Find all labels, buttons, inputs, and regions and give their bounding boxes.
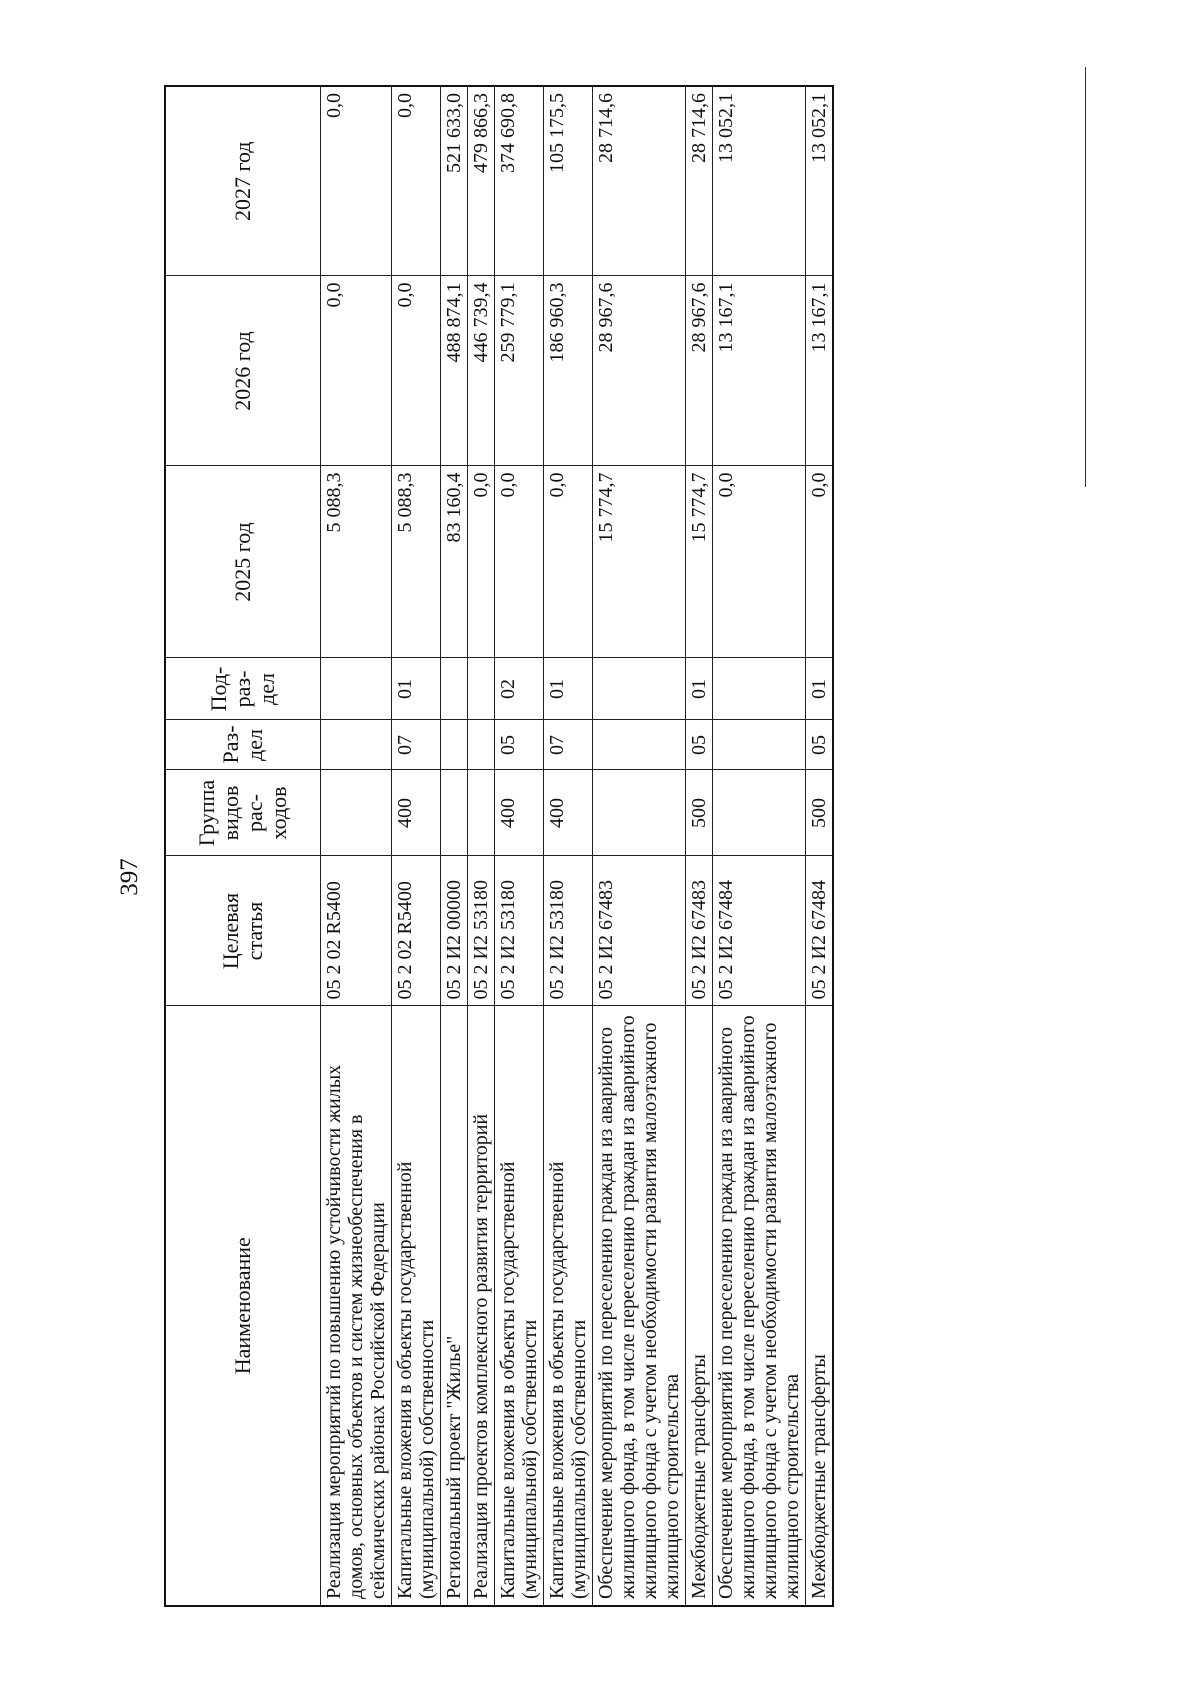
cell-expense-group: 400	[544, 770, 593, 856]
cell-section	[321, 720, 392, 770]
cell-section: 07	[544, 720, 593, 770]
cell-name: Региональный проект "Жилье"	[441, 1006, 468, 1606]
cell-year-2025: 5 088,3	[321, 466, 392, 658]
cell-name: Обеспечение мероприятий по переселению граждан из аварийного жилищного фонда, в том числе переселению граждан из аварийного жилищного фонда с учетом необходимости развития малоэтажного жилищного строительства	[713, 1006, 806, 1606]
cell-subsection	[321, 658, 392, 720]
cell-subsection	[593, 658, 686, 720]
cell-target-article: 05 2 И2 00000	[441, 856, 468, 1006]
cell-target-article: 05 2 И2 53180	[544, 856, 593, 1006]
cell-target-article: 05 2 И2 67484	[806, 856, 834, 1006]
cell-year-2026: 0,0	[321, 276, 392, 466]
cell-year-2027: 374 690,8	[495, 86, 544, 276]
cell-section: 05	[495, 720, 544, 770]
cell-target-article: 05 2 02 R5400	[392, 856, 441, 1006]
table-row	[806, 86, 834, 1606]
rotated-page	[80, 67, 1120, 1687]
cell-year-2026: 259 779,1	[495, 276, 544, 466]
table-row	[468, 86, 495, 1606]
table-header-row	[165, 86, 321, 1606]
table-row	[392, 86, 441, 1606]
cell-year-2026: 0,0	[392, 276, 441, 466]
header-year-2026: 2026 год	[165, 276, 321, 466]
cell-section	[468, 720, 495, 770]
scan-edge-line	[1085, 67, 1086, 487]
cell-year-2026: 446 739,4	[468, 276, 495, 466]
cell-year-2026: 28 967,6	[593, 276, 686, 466]
cell-expense-group	[441, 770, 468, 856]
cell-year-2027: 28 714,6	[686, 86, 713, 276]
cell-expense-group: 400	[495, 770, 544, 856]
cell-target-article: 05 2 И2 67483	[686, 856, 713, 1006]
table-row	[544, 86, 593, 1606]
cell-name: Капитальные вложения в объекты государственной (муниципальной) собственности	[392, 1006, 441, 1606]
cell-year-2026: 13 167,1	[806, 276, 834, 466]
header-year-2025: 2025 год	[165, 466, 321, 658]
cell-expense-group: 500	[686, 770, 713, 856]
table-row	[686, 86, 713, 1606]
cell-subsection: 01	[806, 658, 834, 720]
cell-year-2027: 0,0	[321, 86, 392, 276]
header-section: Раз- дел	[165, 720, 321, 770]
header-name: Наименование	[165, 1006, 321, 1606]
cell-year-2025: 15 774,7	[593, 466, 686, 658]
cell-subsection: 01	[686, 658, 713, 720]
cell-expense-group	[468, 770, 495, 856]
table-row	[593, 86, 686, 1606]
cell-subsection	[713, 658, 806, 720]
cell-year-2026: 28 967,6	[686, 276, 713, 466]
cell-subsection: 02	[495, 658, 544, 720]
cell-year-2026: 13 167,1	[713, 276, 806, 466]
table-row	[713, 86, 806, 1606]
cell-year-2025: 0,0	[806, 466, 834, 658]
table-row	[495, 86, 544, 1606]
cell-expense-group: 500	[806, 770, 834, 856]
cell-year-2026: 186 960,3	[544, 276, 593, 466]
table-row	[441, 86, 468, 1606]
cell-target-article: 05 2 И2 53180	[468, 856, 495, 1006]
cell-section: 07	[392, 720, 441, 770]
cell-year-2027: 521 633,0	[441, 86, 468, 276]
cell-section	[593, 720, 686, 770]
cell-subsection	[441, 658, 468, 720]
cell-name: Межбюджетные трансферты	[686, 1006, 713, 1606]
cell-year-2027: 28 714,6	[593, 86, 686, 276]
cell-subsection: 01	[392, 658, 441, 720]
cell-year-2027: 105 175,5	[544, 86, 593, 276]
cell-section: 05	[686, 720, 713, 770]
cell-section	[713, 720, 806, 770]
cell-name: Реализация проектов комплексного развития территорий	[468, 1006, 495, 1606]
cell-year-2025: 0,0	[713, 466, 806, 658]
cell-year-2026: 488 874,1	[441, 276, 468, 466]
header-year-2027: 2027 год	[165, 86, 321, 276]
cell-target-article: 05 2 02 R5400	[321, 856, 392, 1006]
header-expense-group: Группа видов рас- ходов	[165, 770, 321, 856]
header-target-article: Целевая статья	[165, 856, 321, 1006]
cell-subsection: 01	[544, 658, 593, 720]
cell-year-2025: 83 160,4	[441, 466, 468, 658]
cell-expense-group	[713, 770, 806, 856]
cell-year-2025: 15 774,7	[686, 466, 713, 658]
page-number: 397	[116, 858, 143, 896]
table-body	[321, 86, 834, 1606]
cell-section	[441, 720, 468, 770]
cell-year-2027: 13 052,1	[806, 86, 834, 276]
cell-name: Межбюджетные трансферты	[806, 1006, 834, 1606]
cell-subsection	[468, 658, 495, 720]
cell-name: Обеспечение мероприятий по переселению граждан из аварийного жилищного фонда, в том числе переселению граждан из аварийного жилищного фонда с учетом необходимости развития малоэтажного жилищного строительства	[593, 1006, 686, 1606]
cell-target-article: 05 2 И2 67484	[713, 856, 806, 1006]
header-subsection: Под- раз- дел	[165, 658, 321, 720]
cell-expense-group	[321, 770, 392, 856]
cell-name: Капитальные вложения в объекты государственной (муниципальной) собственности	[495, 1006, 544, 1606]
cell-year-2027: 0,0	[392, 86, 441, 276]
table-row	[321, 86, 392, 1606]
cell-year-2025: 0,0	[468, 466, 495, 658]
cell-year-2025: 5 088,3	[392, 466, 441, 658]
cell-target-article: 05 2 И2 53180	[495, 856, 544, 1006]
cell-expense-group: 400	[392, 770, 441, 856]
cell-year-2027: 479 866,3	[468, 86, 495, 276]
cell-year-2025: 0,0	[495, 466, 544, 658]
cell-year-2025: 0,0	[544, 466, 593, 658]
cell-name: Реализация мероприятий по повышению устойчивости жилых домов, основных объектов и систем жизнеобеспечения в сейсмических районах Российской Федерации	[321, 1006, 392, 1606]
cell-year-2027: 13 052,1	[713, 86, 806, 276]
cell-target-article: 05 2 И2 67483	[593, 856, 686, 1006]
cell-section: 05	[806, 720, 834, 770]
budget-table	[164, 85, 834, 1607]
cell-expense-group	[593, 770, 686, 856]
cell-name: Капитальные вложения в объекты государственной (муниципальной) собственности	[544, 1006, 593, 1606]
